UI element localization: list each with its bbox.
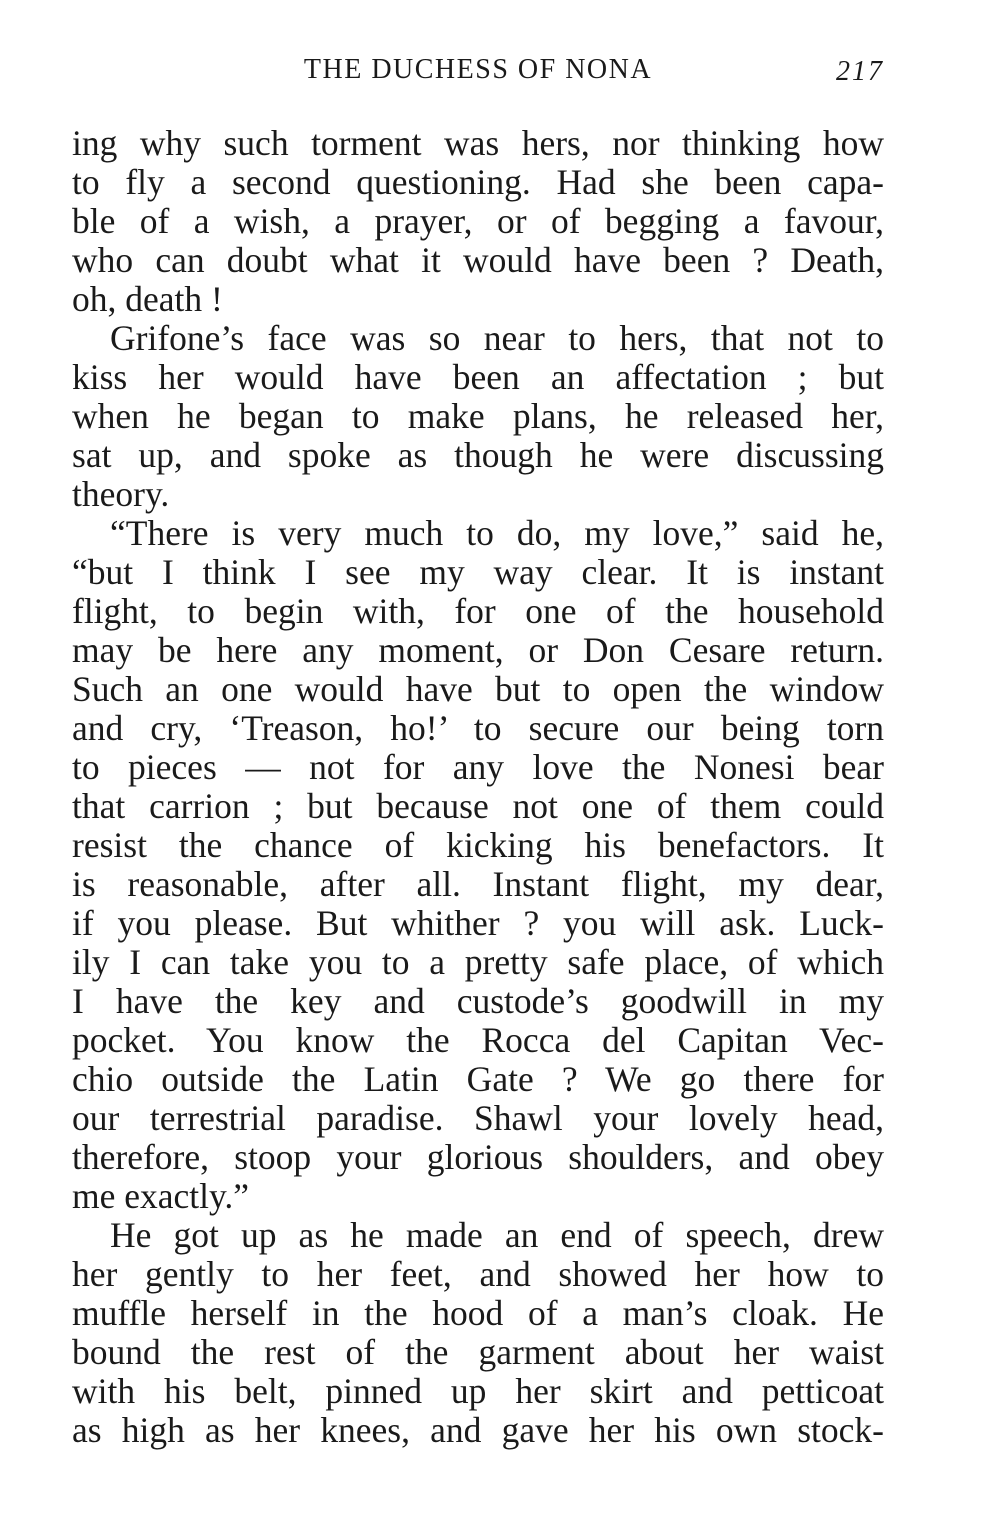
text-line: pocket. You know the Rocca del Capitan Vec- xyxy=(72,1020,884,1060)
text-line: sat up, and spoke as though he were discussing xyxy=(72,435,884,475)
text-line: oh, death ! xyxy=(72,279,223,319)
text-line: as high as her knees, and gave her his own stock- xyxy=(72,1410,884,1450)
text-line: kiss her would have been an affectation ; but xyxy=(72,357,884,397)
text-line: chio outside the Latin Gate ? We go there for xyxy=(72,1059,884,1099)
text-line: bound the rest of the garment about her waist xyxy=(72,1332,884,1372)
text-line: ily I can take you to a pretty safe place, of which xyxy=(72,942,884,982)
text-line: flight, to begin with, for one of the household xyxy=(72,591,884,631)
text-line: may be here any moment, or Don Cesare return. xyxy=(72,630,884,670)
text-line: “but I think I see my way clear. It is instant xyxy=(72,552,884,592)
text-line: our terrestrial paradise. Shawl your lovely head, xyxy=(72,1098,884,1138)
text-line: ble of a wish, a prayer, or of begging a favour, xyxy=(72,201,884,241)
text-line: to pieces — not for any love the Nonesi bear xyxy=(72,747,884,787)
text-line: is reasonable, after all. Instant flight, my dear, xyxy=(72,864,884,904)
running-head xyxy=(72,50,884,90)
text-line: if you please. But whither ? you will ask. Luck- xyxy=(72,903,884,943)
text-line: He got up as he made an end of speech, drew xyxy=(110,1215,884,1255)
text-line: that carrion ; but because not one of them could xyxy=(72,786,884,826)
text-line: ing why such torment was hers, nor thinking how xyxy=(72,123,884,163)
text-line: when he began to make plans, he released her, xyxy=(72,396,884,436)
text-line: who can doubt what it would have been ? Death, xyxy=(72,240,884,280)
text-line: Such an one would have but to open the window xyxy=(72,669,884,709)
body-text xyxy=(72,124,884,1450)
text-line: theory. xyxy=(72,474,170,514)
text-line: me exactly.” xyxy=(72,1176,250,1216)
text-line: with his belt, pinned up her skirt and petticoat xyxy=(72,1371,884,1411)
text-line: her gently to her feet, and showed her how to xyxy=(72,1254,884,1294)
text-line: muffle herself in the hood of a man’s cloak. He xyxy=(72,1293,884,1333)
text-line: to fly a second questioning. Had she been capa- xyxy=(72,162,884,202)
text-line: therefore, stoop your glorious shoulders, and obey xyxy=(72,1137,884,1177)
running-title: THE DUCHESS OF NONA xyxy=(303,54,653,85)
text-line: Grifone’s face was so near to hers, that not to xyxy=(110,318,884,358)
text-line: and cry, ‘Treason, ho!’ to secure our being torn xyxy=(72,708,884,748)
text-line: “There is very much to do, my love,” said he, xyxy=(110,513,884,553)
page-number: 217 xyxy=(836,56,884,87)
text-line: resist the chance of kicking his benefactors. It xyxy=(72,825,884,865)
text-line: I have the key and custode’s goodwill in my xyxy=(72,981,884,1021)
